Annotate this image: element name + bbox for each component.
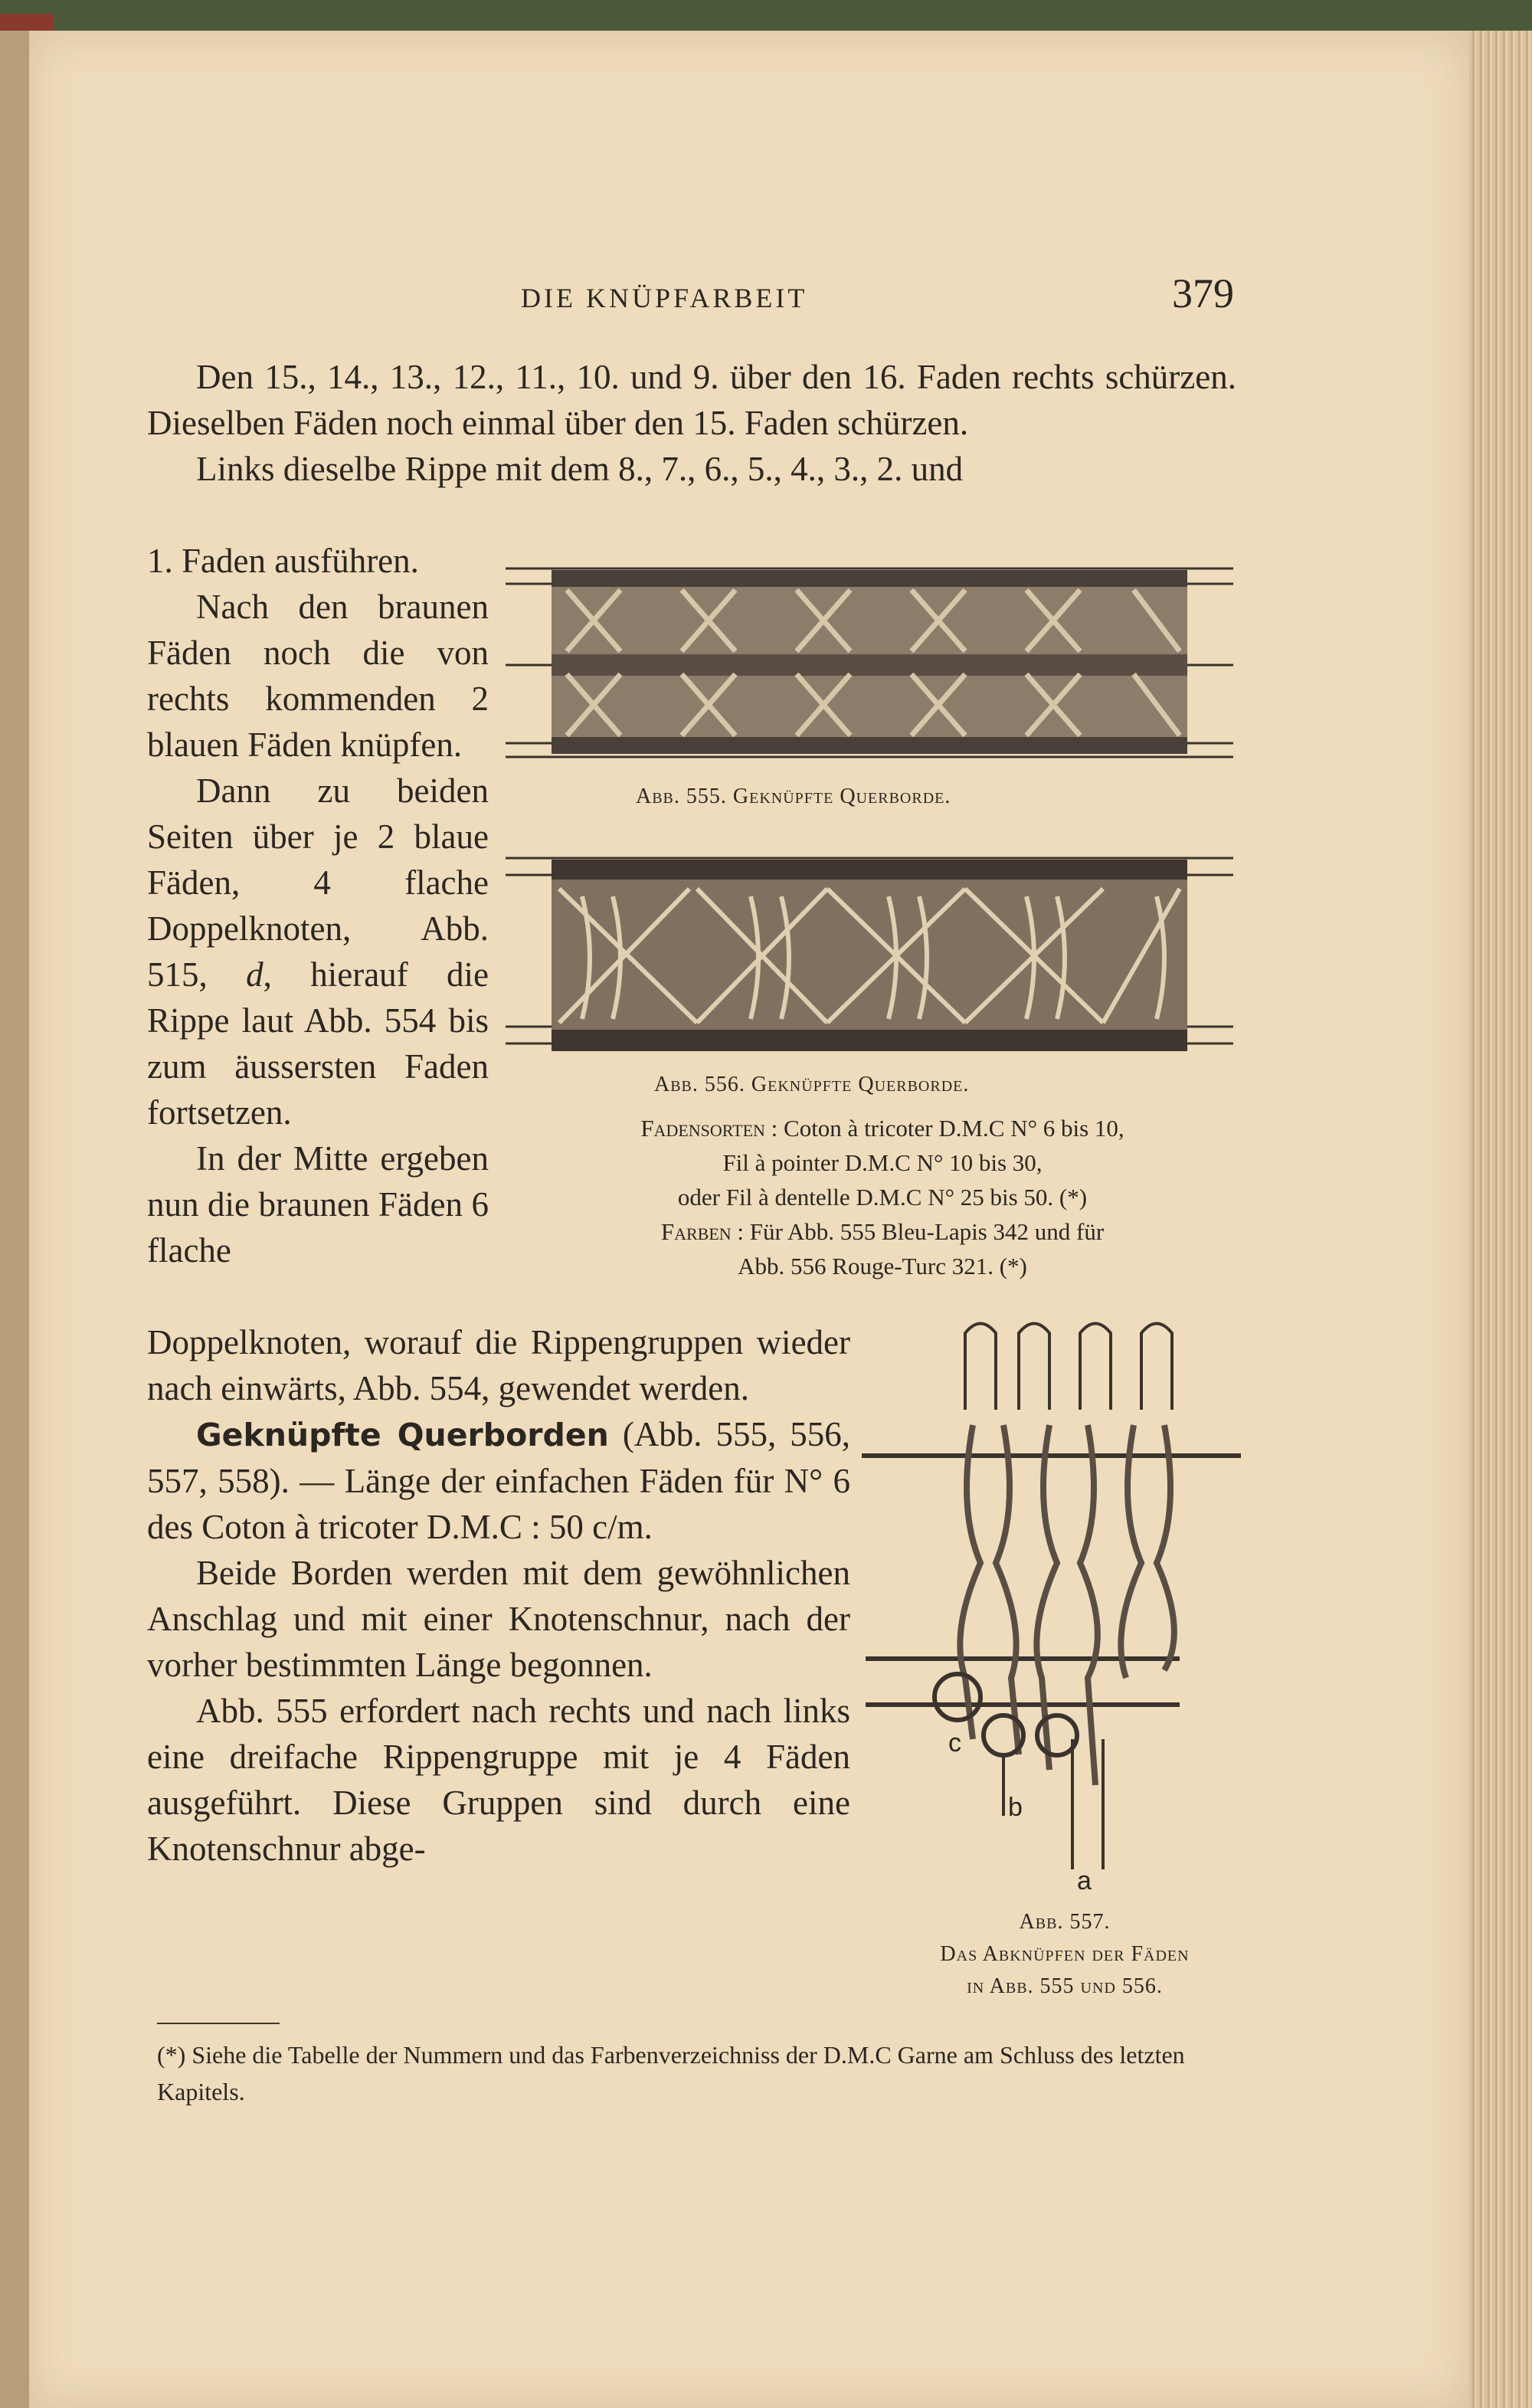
materials-block: [530, 1111, 1235, 1283]
farben-line-2: Abb. 556 Rouge-Turc 321. (*): [738, 1253, 1027, 1279]
figure-555-knotted-border: [506, 559, 1233, 766]
caption-fig-557-line-1: Abb. 557.: [1019, 1910, 1111, 1934]
paragraph-2-line-1: Links dieselbe Rippe mit dem 8., 7., 6., 5., 4., 3., 2. und: [196, 450, 964, 488]
figure-556-knotted-border: [506, 843, 1233, 1065]
footnote: (*) Siehe die Tabelle der Nummern und das Farbenverzeichniss der D.M.C Garne am Schluss des letzten Kapitels.: [157, 2041, 1185, 2105]
figure-557-knotting-diagram: [858, 1310, 1256, 1892]
fadensorten-label: Fadensorten :: [640, 1115, 778, 1142]
figure-label-c: c: [948, 1728, 961, 1758]
page-number: 379: [1172, 270, 1234, 316]
paragraph-2-line-2: 1. Faden ausführen.: [147, 542, 419, 580]
section-heading: Geknüpfte Querborden: [196, 1417, 609, 1453]
paragraph-1: Den 15., 14., 13., 12., 11., 10. und 9. über den 16. Faden rechts schürzen. Dieselben Fäden noch einmal über den 15. Faden schürzen.: [147, 358, 1236, 442]
paragraph-5a: In der Mitte ergeben nun die braunen Fäden 6 flache: [147, 1139, 489, 1270]
paragraph-7: Beide Borden werden mit dem gewöhnlichen Anschlag und mit einer Knotenschnur, nach der vorher bestimmten Länge begonnen.: [147, 1554, 850, 1684]
running-title: DIE KNÜPFARBEIT: [521, 283, 808, 313]
text-block-medium: [147, 1319, 850, 1872]
fadensorten-line-2: Fil à pointer D.M.C N° 10 bis 30,: [722, 1149, 1043, 1176]
paragraph-6: Geknüpfte Querborden (Abb. 555, 556, 557, 558). — Länge der einfachen Fäden für N° 6 des Coton à tricoter D.M.C : 50 c/m.: [147, 1415, 850, 1546]
farben-line-1: Farben : Für Abb. 555 Bleu-Lapis 342 und für: [660, 1218, 1105, 1245]
fadensorten-line-3: oder Fil à dentelle D.M.C N° 25 bis 50. (*): [677, 1184, 1088, 1211]
caption-fig-557-line-3: in Abb. 555 und 556.: [967, 1974, 1163, 1998]
text-block-top: [147, 354, 1236, 492]
caption-fig-555: Abb. 555. Geknüpfte Querborde.: [636, 785, 951, 808]
caption-fig-556: Abb. 556. Geknüpfte Querborde.: [654, 1073, 970, 1096]
page-stack-edge: [1469, 31, 1532, 2408]
paragraph-5b: Doppelknoten, worauf die Rippengruppen wieder nach einwärts, Abb. 554, gewendet werden.: [147, 1323, 850, 1407]
paragraph-3: Nach den braunen Fäden noch die von rechts kommenden 2 blauen Fäden knüpfen.: [147, 588, 489, 764]
footnote-rule: [157, 2023, 280, 2024]
paragraph-2-line-2-wrap: [147, 538, 515, 584]
caption-fig-557-line-2: Das Abknüpfen der Fäden: [940, 1942, 1190, 1966]
paragraph-8: Abb. 555 erfordert nach rechts und nach links eine dreifache Rippengruppe mit je 4 Fäden ausgeführt. Diese Gruppen sind durch eine Knotenschnur abge-: [147, 1692, 850, 1868]
farben-label: Farben :: [660, 1218, 745, 1245]
caption-fig-557: [873, 1906, 1256, 2003]
paragraph-4: Dann zu beiden Seiten über je 2 blaue Fäden, 4 flache Doppelknoten, Abb. 515, d, hierauf die Rippe laut Abb. 554 bis zum äussersten Faden fortsetzen.: [147, 772, 489, 1132]
fadensorten-line-1: Fadensorten : Coton à tricoter D.M.C N° 6 bis 10,: [640, 1115, 1124, 1142]
text-block-narrow: [147, 584, 489, 1273]
figure-label-a: a: [1077, 1866, 1092, 1895]
figure-label-b: b: [1008, 1793, 1023, 1822]
book-spine-edge: [0, 31, 31, 2408]
